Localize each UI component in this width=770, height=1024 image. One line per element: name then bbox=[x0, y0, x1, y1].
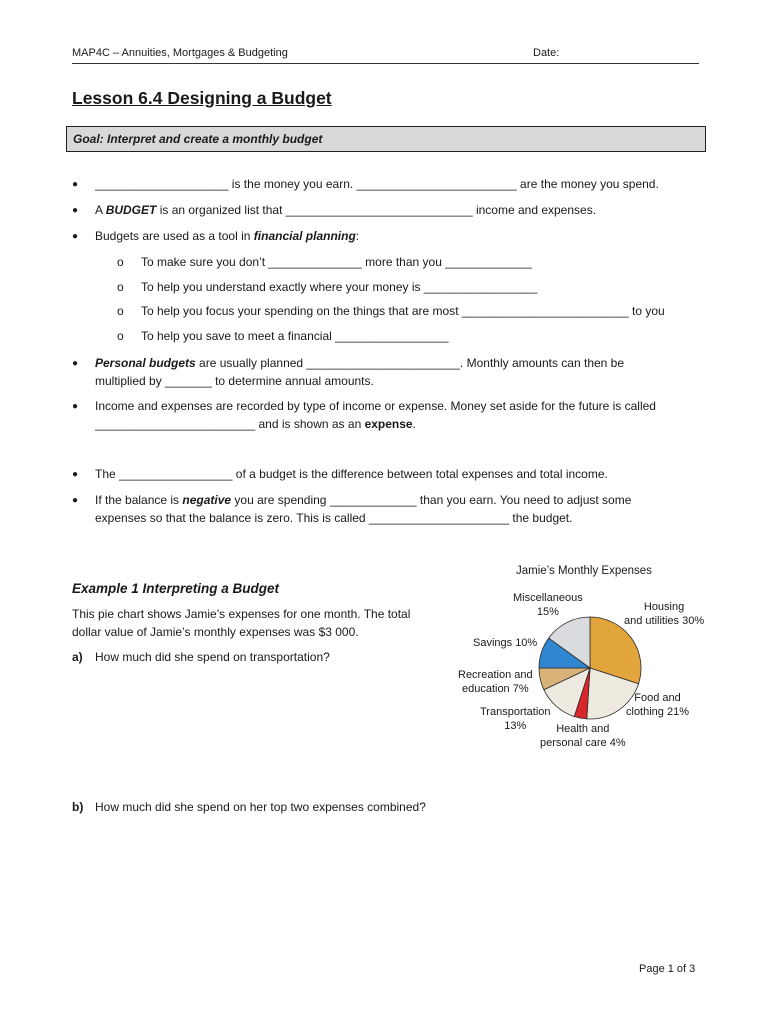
bullet-icon: ● bbox=[72, 469, 79, 480]
label-miscellaneous: Miscellaneous 15% bbox=[513, 592, 583, 618]
bullet-icon: ● bbox=[72, 179, 79, 190]
sub-note-4: To help you save to meet a financial _________________ bbox=[141, 329, 449, 343]
page-header bbox=[72, 47, 699, 64]
note-negative-balance-2: expenses so that the balance is zero. This is called _____________________ the budget. bbox=[95, 511, 573, 525]
bullet-icon: ● bbox=[72, 495, 79, 506]
label-health: Health and personal care 4% bbox=[540, 723, 626, 749]
bullet-icon: ● bbox=[72, 401, 79, 412]
note-personal-budgets-2: multiplied by _______ to determine annual amounts. bbox=[95, 374, 374, 388]
sub-bullet-marker: o bbox=[117, 304, 124, 318]
note-income-expenses: ____________________ is the money you earn. ________________________ are the money you spend. bbox=[95, 177, 659, 191]
example-desc-1: This pie chart shows Jamie’s expenses for one month. The total bbox=[72, 607, 411, 621]
question-a: How much did she spend on transportation? bbox=[95, 650, 330, 664]
sub-bullet-marker: o bbox=[117, 280, 124, 294]
example-desc-2: dollar value of Jamie’s monthly expenses was $3 000. bbox=[72, 625, 359, 639]
bullet-icon: ● bbox=[72, 358, 79, 369]
note-negative-balance: If the balance is negative you are spending _____________ than you earn. You need to adjust some bbox=[95, 493, 632, 507]
label-transportation: Transportation 13% bbox=[480, 706, 551, 732]
sub-note-1: To make sure you don’t ______________ more than you _____________ bbox=[141, 255, 532, 269]
sub-bullet-marker: o bbox=[117, 255, 124, 269]
page-number: Page 1 of 3 bbox=[639, 963, 696, 975]
chart-title: Jamie’s Monthly Expenses bbox=[516, 565, 652, 577]
sub-note-2: To help you understand exactly where your money is _________________ bbox=[141, 280, 538, 294]
note-recorded-2: ________________________ and is shown as an expense. bbox=[95, 417, 416, 431]
date-label: Date: bbox=[533, 47, 560, 59]
label-savings: Savings 10% bbox=[473, 637, 538, 649]
note-budget-def: A BUDGET is an organized list that ____________________________ income and expenses. bbox=[95, 203, 597, 217]
example-title: Example 1 Interpreting a Budget bbox=[72, 581, 280, 596]
label-recreation: Recreation and education 7% bbox=[458, 669, 533, 695]
goal-text: Goal: Interpret and create a monthly budget bbox=[73, 132, 323, 146]
course-title: MAP4C – Annuities, Mortgages & Budgeting bbox=[72, 47, 288, 59]
label-food: Food and clothing 21% bbox=[626, 692, 689, 718]
lesson-title: Lesson 6.4 Designing a Budget bbox=[72, 88, 332, 108]
goal-box bbox=[66, 126, 706, 152]
bullet-icon: ● bbox=[72, 205, 79, 216]
note-balance: The _________________ of a budget is the difference between total expenses and total income. bbox=[95, 467, 608, 481]
sub-bullet-marker: o bbox=[117, 329, 124, 343]
sub-note-3: To help you focus your spending on the things that are most _________________________ to you bbox=[141, 304, 665, 318]
note-financial-planning: Budgets are used as a tool in financial planning: bbox=[95, 229, 360, 243]
question-b-label: b) bbox=[72, 800, 84, 814]
question-a-label: a) bbox=[72, 650, 83, 664]
note-recorded: Income and expenses are recorded by type of income or expense. Money set aside for the future is called bbox=[95, 399, 656, 413]
note-personal-budgets: Personal budgets are usually planned _______________________. Monthly amounts can then be bbox=[95, 356, 625, 370]
bullet-icon: ● bbox=[72, 231, 79, 242]
question-b: How much did she spend on her top two expenses combined? bbox=[95, 800, 426, 814]
label-housing: Housing and utilities 30% bbox=[624, 601, 705, 627]
